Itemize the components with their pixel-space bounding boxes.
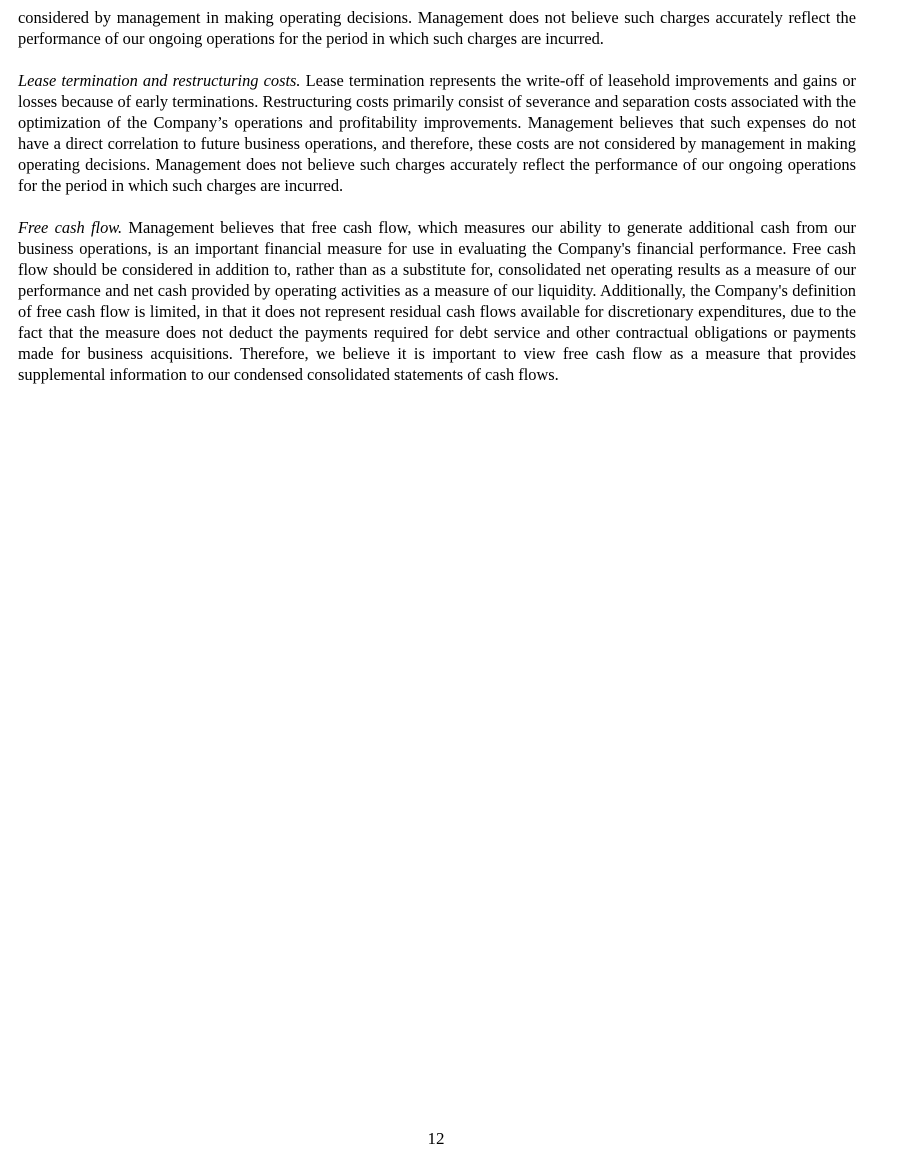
paragraph-heading: Lease termination and restructuring costs. xyxy=(18,71,301,90)
paragraph-lease-termination xyxy=(18,70,856,196)
paragraph-text: Management believes that free cash flow, which measures our ability to generate additional cash from our business operations, is an important financial measure for use in evaluating the Company's financial performance. Free cash flow should be considered in addition to, rather than as a substitute for, consolidated net operating results as a measure of our performance and net cash provided by operating activities as a measure of our liquidity. Additionally, the Company's definition of free cash flow is limited, in that it does not represent residual cash flows available for discretionary expenditures, due to the fact that the measure does not deduct the payments required for debt service and other contractual obligations or payments made for business acquisitions. Therefore, we believe it is important to view free cash flow as a measure that provides supplemental information to our condensed consolidated statements of cash flows. xyxy=(18,218,857,384)
paragraph-text: considered by management in making operating decisions. Management does not believe such charges accurately reflect the performance of our ongoing operations for the period in which such charges are incurred. xyxy=(18,8,856,48)
paragraph-free-cash-flow xyxy=(18,217,856,385)
paragraph-text: Lease termination represents the write-off of leasehold improvements and gains or losses because of early terminations. Restructuring costs primarily consist of severance and separation costs associated with the optimization of the Company’s operations and profitability improvements. Management believes that such expenses do not have a direct correlation to future business operations, and therefore, these costs are not considered by management in making operating decisions. Management does not believe such charges accurately reflect the performance of our ongoing operations for the period in which such charges are incurred. xyxy=(18,71,856,195)
document-body xyxy=(18,7,856,406)
paragraph-continuation xyxy=(18,7,856,49)
page-number: 12 xyxy=(427,1129,445,1148)
paragraph-heading: Free cash flow. xyxy=(18,218,123,237)
